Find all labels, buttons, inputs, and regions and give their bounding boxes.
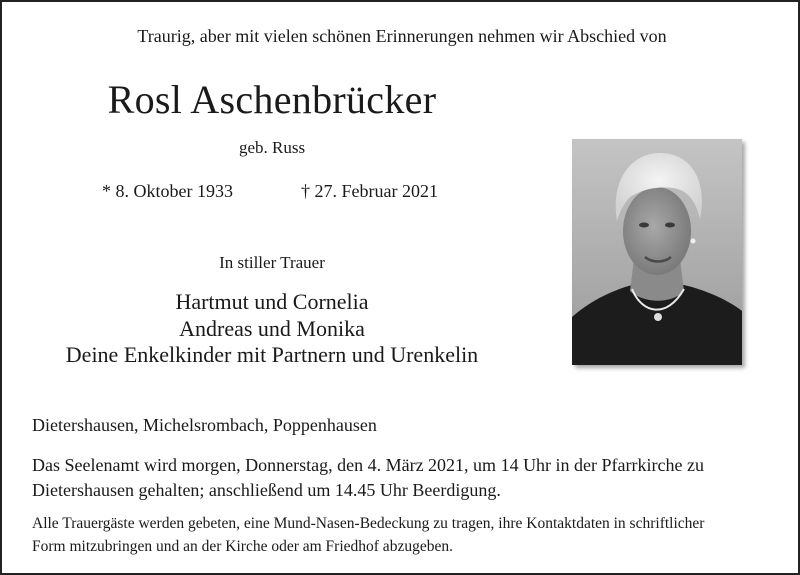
covid-paragraph <box>32 512 704 558</box>
service-line: Dietershausen gehalten; anschließend um 14.45 Uhr Beerdigung. <box>32 480 501 500</box>
portrait-photo-illustration <box>572 139 742 365</box>
service-paragraph <box>32 453 704 503</box>
death-date: † 27. Februar 2021 <box>301 181 438 201</box>
places-line: Dietershausen, Michelsrombach, Poppenhausen <box>32 415 377 435</box>
maiden-name: geb. Russ <box>238 138 306 157</box>
mourner-line: Andreas und Monika <box>179 315 365 341</box>
mourner-line: Deine Enkelkinder mit Partnern und Urenkelin <box>65 342 479 367</box>
covid-line: Form mitzubringen und an der Kirche oder am Friedhof abzugeben. <box>32 538 453 555</box>
covid-line: Alle Trauergäste werden gebeten, eine Mund-Nasen-Bedeckung zu tragen, ihre Kontaktdaten in schriftlicher <box>32 515 705 532</box>
portrait-photo <box>572 139 742 365</box>
mourners-list <box>2 289 542 369</box>
birth-date: * 8. Oktober 1933 <box>102 181 233 201</box>
service-line: Das Seelenamt wird morgen, Donnerstag, den 4. März 2021, um 14 Uhr in der Pfarrkirche zu <box>32 455 704 475</box>
mourner-line: Hartmut und Cornelia <box>175 289 369 314</box>
mourning-line: In stiller Trauer <box>219 253 325 272</box>
deceased-name: Rosl Aschenbrücker <box>107 77 437 122</box>
intro-line: Traurig, aber mit vielen schönen Erinnerungen nehmen wir Abschied von <box>137 26 667 46</box>
